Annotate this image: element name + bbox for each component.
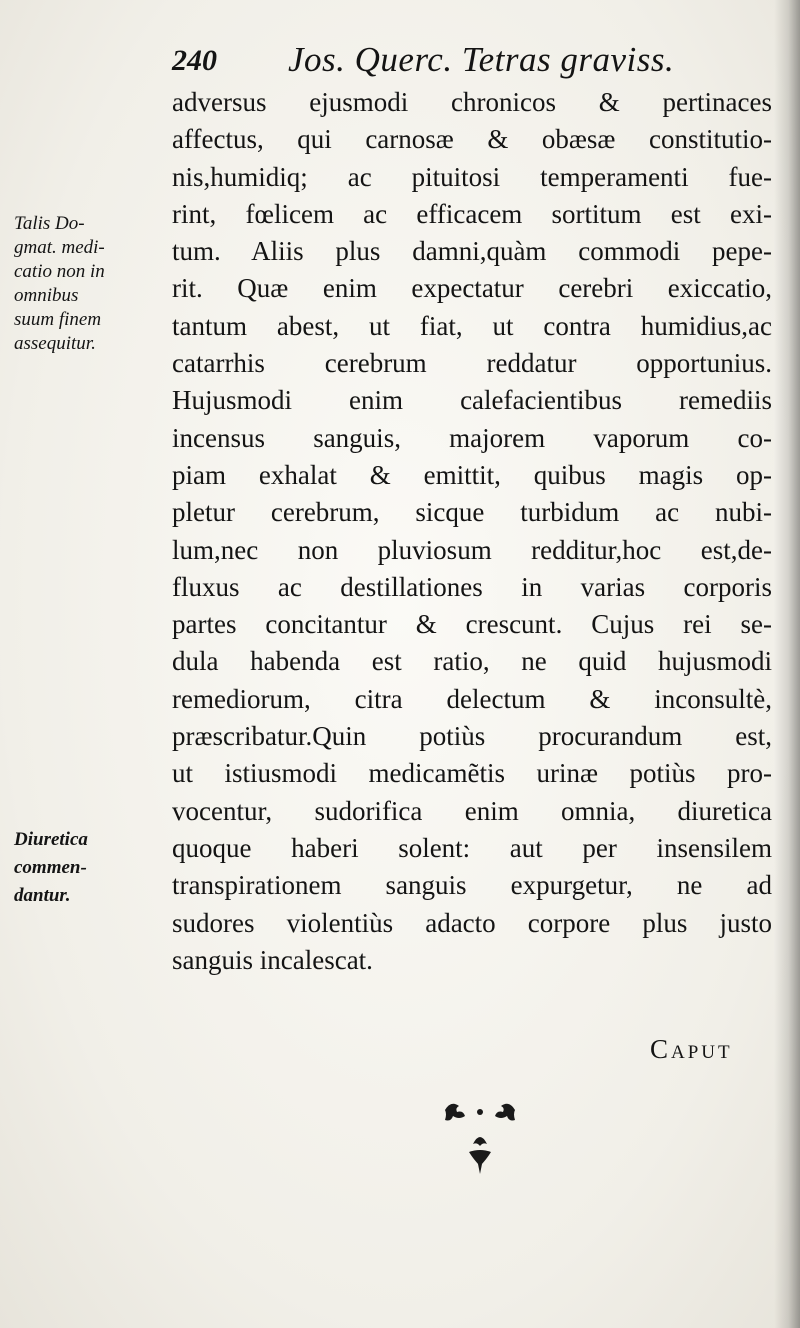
text-line: partes concitantur & crescunt. Cujus rei se- xyxy=(172,609,772,640)
margin-note-line: suum finem xyxy=(14,309,102,330)
text-line: piam exhalat & emittit, quibus magis op- xyxy=(172,459,772,490)
text-line: sudores violentiùs adacto corpore plus justo xyxy=(172,907,772,938)
margin-note-line: commen- xyxy=(14,857,87,878)
floral-ornament-icon xyxy=(425,1092,535,1182)
text-line: præscribatur.Quin potiùs procurandum est, xyxy=(172,721,772,752)
text-line: adversus ejusmodi chronicos & pertinaces xyxy=(172,87,772,117)
text-line: pletur cerebrum, sicque turbidum ac nubi- xyxy=(172,497,772,528)
text-line: fluxus ac destillationes in varias corporis xyxy=(172,571,772,602)
text-line: dula habenda est ratio, ne quid hujusmodi xyxy=(172,646,772,677)
text-line: incensus sanguis, majorem vaporum co- xyxy=(172,422,772,453)
margin-note-line: omnibus xyxy=(14,285,79,306)
margin-note-line: gmat. medi- xyxy=(14,237,105,258)
body-text xyxy=(172,84,772,979)
text-line: nis,humidiq; ac pituitosi temperamenti fue- xyxy=(172,161,772,192)
text-line: remediorum, citra delectum & inconsultè, xyxy=(172,683,772,714)
page-number: 240 xyxy=(172,44,217,77)
margin-note-line: catio non in xyxy=(14,261,105,282)
margin-note-line: Diuretica xyxy=(14,829,88,850)
margin-note-line: dantur. xyxy=(14,885,71,906)
running-head: Jos. Querc. Tetras graviss. xyxy=(288,40,675,79)
margin-note-dogmatic-medication xyxy=(14,212,164,356)
text-line-last: sanguis incalescat. xyxy=(172,944,373,975)
text-line: catarrhis cerebrum reddatur opportunius. xyxy=(172,348,772,379)
page-gutter-shadow xyxy=(774,0,800,1328)
text-line: rit. Quæ enim expectatur cerebri exiccatio, xyxy=(172,273,772,304)
margin-note-line: assequitur. xyxy=(14,333,96,354)
page-header xyxy=(172,38,692,86)
text-line: tantum abest, ut fiat, ut contra humidius,ac xyxy=(172,310,772,341)
text-line: ut istiusmodi medicamẽtis urinæ potiùs pro- xyxy=(172,758,772,789)
catchword: Caput xyxy=(650,1034,733,1064)
text-line: rint, fœlicem ac efficacem sortitum est exi- xyxy=(172,198,772,229)
text-line: affectus, qui carnosæ & obæsæ constitutio- xyxy=(172,124,772,155)
text-line: quoque haberi solent: aut per insensilem xyxy=(172,832,772,863)
text-line: Hujusmodi enim calefacientibus remediis xyxy=(172,385,772,416)
text-line: vocentur, sudorifica enim omnia, diuretica xyxy=(172,795,772,826)
margin-note-diuretics xyxy=(14,826,164,910)
text-line: transpirationem sanguis expurgetur, ne ad xyxy=(172,870,772,901)
text-line: tum. Aliis plus damni,quàm commodi pepe- xyxy=(172,236,772,267)
margin-note-line: Talis Do- xyxy=(14,213,85,234)
text-line: lum,nec non pluviosum redditur,hoc est,de- xyxy=(172,534,772,565)
